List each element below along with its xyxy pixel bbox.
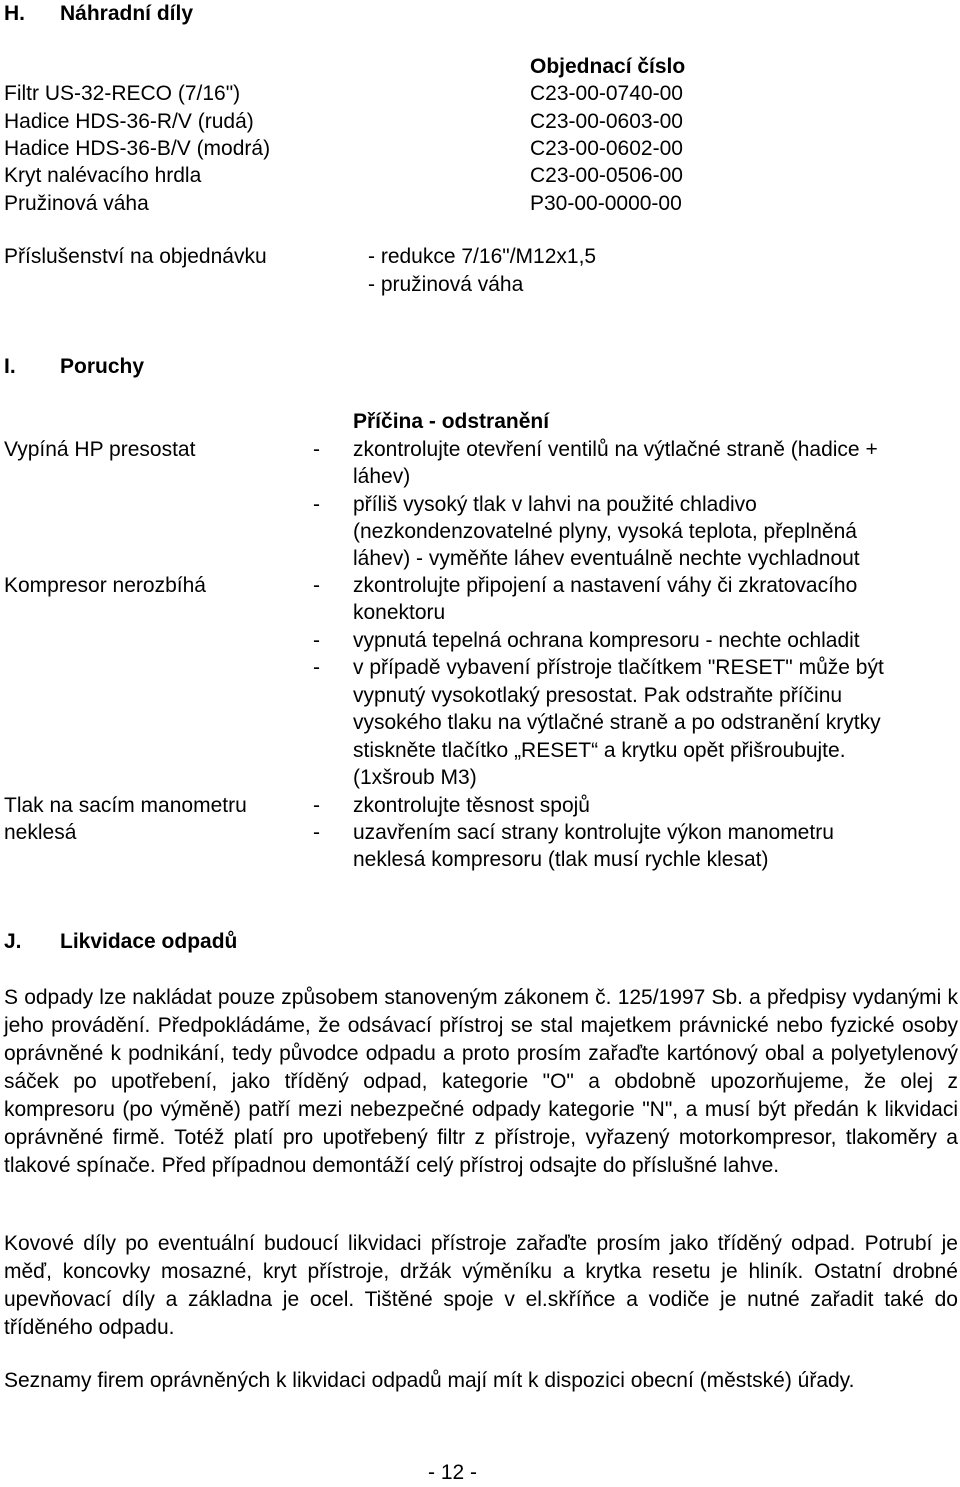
remedy-line: (nezkondenzovatelné plyny, vysoká teplota, přeplněná bbox=[353, 520, 857, 543]
remedy-line: láhev) bbox=[353, 465, 411, 488]
remedy-line: zkontrolujte těsnost spojů bbox=[353, 794, 590, 817]
part-code: C23-00-0740-00 bbox=[530, 82, 683, 105]
remedy-line: příliš vysoký tlak v lahvi na použité chladivo bbox=[353, 493, 757, 516]
part-code: C23-00-0506-00 bbox=[530, 164, 683, 187]
fault-label: neklesá bbox=[4, 821, 77, 844]
cause-remedy-header: Příčina - odstranění bbox=[353, 410, 550, 433]
remedy-line: vypnutá tepelná ochrana kompresoru - nechte ochladit bbox=[353, 629, 860, 652]
bullet-dash: - bbox=[313, 821, 320, 844]
remedy-line: zkontrolujte otevření ventilů na výtlačné straně (hadice + bbox=[353, 438, 878, 461]
accessory-item: - redukce 7/16"/M12x1,5 bbox=[368, 245, 597, 268]
remedy-line: (1xšroub M3) bbox=[353, 766, 477, 789]
fault-label: Vypíná HP presostat bbox=[4, 438, 196, 461]
remedy-line: konektoru bbox=[353, 601, 446, 624]
bullet-dash: - bbox=[313, 574, 320, 597]
page-number: - 12 - bbox=[428, 1461, 478, 1484]
remedy-line: láhev) - vyměňte láhev eventuálně nechte vychladnout bbox=[353, 547, 860, 570]
fault-label: Tlak na sacím manometru bbox=[4, 794, 247, 817]
bullet-dash: - bbox=[313, 794, 320, 817]
waste-paragraph: S odpady lze nakládat pouze způsobem stanoveným zákonem č. 125/1997 Sb. a předpisy vydanými k jeho provádění. Předpokládáme, že odsávací přístroj se stal majetkem právnické nebo fyzické osoby oprávněné k podnikání, tedy původce odpadu a proto prosím zařaďte kartónový obal a polyetylenový sáček po upotřebení, jako tříděný odpad, kategorie "O" a obdobně upozorňujeme, že olej z kompresoru (po výměně) patří mezi nebezpečné odpady kategorie "N", a musí být předán k likvidaci oprávněné firmě. Totéž platí pro upotřebený filtr z přístroje, vyřazený motorkompresor, tlakoměry a tlakové spínače. Před případnou demontáží celý přístroj odsajte do příslušné lahve. bbox=[4, 986, 958, 1177]
remedy-line: uzavřením sací strany kontrolujte výkon manometru bbox=[353, 821, 834, 844]
waste-paragraph: Seznamy firem oprávněných k likvidaci odpadů mají mít k dispozici obecní (městské) úřady. bbox=[4, 1369, 855, 1392]
bullet-dash: - bbox=[313, 438, 320, 461]
order-number-header: Objednací číslo bbox=[530, 55, 686, 78]
part-name: Hadice HDS-36-R/V (rudá) bbox=[4, 110, 254, 133]
section-i-title: Poruchy bbox=[60, 355, 145, 378]
part-code: C23-00-0602-00 bbox=[530, 137, 683, 160]
part-name: Hadice HDS-36-B/V (modrá) bbox=[4, 137, 271, 160]
section-h-letter: H. bbox=[4, 2, 25, 25]
bullet-dash: - bbox=[313, 629, 320, 652]
remedy-line: zkontrolujte připojení a nastavení váhy či zkratovacího bbox=[353, 574, 858, 597]
part-name: Filtr US-32-RECO (7/16") bbox=[4, 82, 241, 105]
remedy-line: stiskněte tlačítko „RESET“ a krytku opět přišroubujte. bbox=[353, 739, 846, 762]
part-name: Pružinová váha bbox=[4, 192, 149, 215]
part-name: Kryt nalévacího hrdla bbox=[4, 164, 202, 187]
section-h-title: Náhradní díly bbox=[60, 2, 194, 25]
remedy-line: vypnutý vysokotlaký presostat. Pak odstraňte příčinu bbox=[353, 684, 843, 707]
accessory-item: - pružinová váha bbox=[368, 273, 524, 296]
remedy-line: neklesá kompresoru (tlak musí rychle klesat) bbox=[353, 848, 769, 871]
fault-label: Kompresor nerozbíhá bbox=[4, 574, 206, 597]
section-i-letter: I. bbox=[4, 355, 16, 378]
remedy-line: v případě vybavení přístroje tlačítkem "RESET" může být bbox=[353, 656, 884, 679]
accessories-label: Příslušenství na objednávku bbox=[4, 245, 267, 268]
section-j-title: Likvidace odpadů bbox=[60, 930, 238, 953]
remedy-line: vysokého tlaku na výtlačné straně a po odstranění krytky bbox=[353, 711, 881, 734]
waste-paragraph: Kovové díly po eventuální budoucí likvidaci přístroje zařaďte prosím jako tříděný odpad. Potrubí je měď, koncovky mosazné, kryt přístroje, držák výměníku a krytka resetu je hliník. Ostatní drobné upevňovací díly a základna je ocel. Tištěné spoje v el.skříňce a vodiče je nutné zařadit také do tříděného odpadu. bbox=[4, 1232, 958, 1339]
part-code: C23-00-0603-00 bbox=[530, 110, 683, 133]
section-j-letter: J. bbox=[4, 930, 22, 953]
part-code: P30-00-0000-00 bbox=[530, 192, 682, 215]
bullet-dash: - bbox=[313, 656, 320, 679]
bullet-dash: - bbox=[313, 493, 320, 516]
